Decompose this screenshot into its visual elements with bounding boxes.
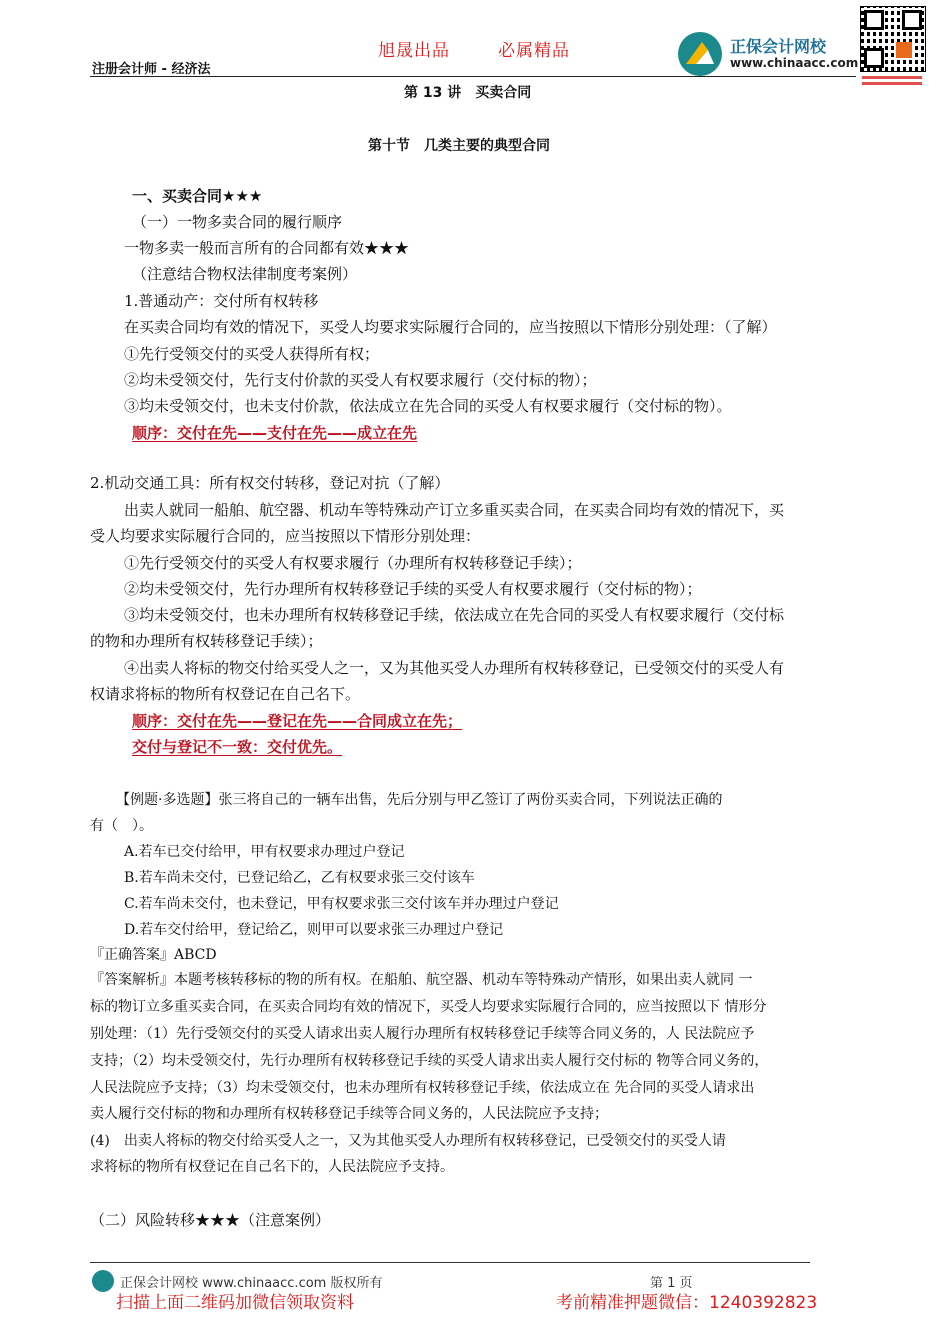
order-summary-2: 顺序：交付在先——登记在先——合同成立在先； [132,712,463,730]
paragraph: 一物多卖一般而言所有的合同都有效★★★ [124,239,410,257]
subheading-performance-order: （一）一物多卖合同的履行顺序 [132,213,343,231]
explanation-line: (4) 出卖人将标的物交付给买受人之一，又为其他买受人办理所有权转移登记，已受领交付的买受人请 [90,1133,726,1149]
option-d: D.若车交付给甲，登记给乙，则甲可以要求张三办理过户登记 [124,922,504,938]
paragraph: 出卖人就同一船舶、航空器、机动车等特殊动产订立多重买卖合同，在买卖合同均有效的情况下，买 [124,501,785,519]
paragraph: 受人均要求实际履行合同的，应当按照以下情形分别处理： [90,527,481,545]
explanation-line: 卖人履行交付标的物和办理所有权转移登记手续等合同义务的，人民法院应予支持； [90,1106,608,1122]
paragraph: 的物和办理所有权转移登记手续）； [90,632,323,650]
paragraph: ②均未受领交付，先行支付价款的买受人有权要求履行（交付标的物）； [124,371,597,389]
logo-url: www.chinaacc.com [730,56,859,70]
example-question-cont: 有（ ）。 [90,818,153,834]
paragraph: （注意结合物权法律制度考案例） [132,265,358,283]
explanation-line: 『答案解析』本题考核转移标的物的所有权。在船舶、航空器、机动车等特殊动产情形，如果出卖人就同 一 [90,972,753,988]
slogan-1: 旭晟出品 [378,41,450,61]
paragraph: ①先行受领交付的买受人获得所有权； [124,345,380,363]
explanation-line: 人民法院应予支持；（3）均未受领交付，也未办理所有权转移登记手续，依法成立在 先合同的买受人请求出 [90,1080,755,1096]
promo-left: 扫描上面二维码加微信领取资料 [116,1293,354,1313]
footer-logo-icon [92,1270,114,1292]
logo-text: 正保会计网校 [730,37,827,56]
section-title: 第十节 几类主要的典型合同 [368,138,550,154]
footer-rule [90,1262,810,1263]
paragraph: ③均未受领交付，也未办理所有权转移登记手续，依法成立在先合同的买受人有权要求履行（交付标 [124,606,785,624]
lecture-title: 第 13 讲 买卖合同 [404,85,532,101]
subheading-risk-transfer: （二）风险转移★★★（注意案例） [90,1211,331,1229]
logo-emblem-icon [678,32,722,76]
promo-right: 考前精准押题微信：1240392823 [556,1293,818,1313]
paragraph: 在买卖合同均有效的情况下，买受人均要求实际履行合同的，应当按照以下情形分别处理：（了解） [124,318,777,336]
explanation-line: 标的物订立多重买卖合同，在买卖合同均有效的情况下，买受人均要求实际履行合同的，应当按照以下 情形分 [90,999,767,1015]
paragraph: 权请求将标的物所有权登记在自己名下。 [90,685,361,703]
explanation-line: 支持；（2）均未受领交付，先行办理所有权转移登记手续的买受人请求出卖人履行交付标的 物等合同义务的， [90,1053,769,1069]
paragraph: ④出卖人将标的物交付给买受人之一，又为其他买受人办理所有权转移登记，已受领交付的买受人有 [124,659,785,677]
paragraph: ②均未受领交付，先行办理所有权转移登记手续的买受人有权要求履行（交付标的物）； [124,580,702,598]
explanation-line: 求将标的物所有权登记在自己名下的，人民法院应予支持。 [90,1159,454,1175]
footer-copyright: 正保会计网校 www.chinaacc.com 版权所有 [120,1276,383,1291]
option-b: B.若车尚未交付，已登记给乙，乙有权要求张三交付该车 [124,870,475,886]
explanation-line: 别处理：（1）先行受领交付的买受人请求出卖人履行办理所有权转移登记手续等合同义务的，人 民法院应予 [90,1026,755,1042]
correct-answer: 『正确答案』ABCD [90,947,217,963]
qr-code[interactable] [860,6,924,92]
order-summary-3: 交付与登记不一致：交付优先。 [132,738,343,756]
paragraph: 2.机动交通工具：所有权交付转移，登记对抗（了解） [90,474,450,492]
paragraph: ③均未受领交付，也未支付价款，依法成立在先合同的买受人有权要求履行（交付标的物）。 [124,397,732,415]
option-c: C.若车尚未交付，也未登记，甲有权要求张三交付该车并办理过户登记 [124,896,559,912]
example-question: 【例题·多选题】张三将自己的一辆车出售，先后分别与甲乙签订了两份买卖合同，下列说法正确的 [116,792,723,808]
brand-logo [678,28,858,78]
order-summary-1: 顺序：交付在先——支付在先——成立在先 [132,424,418,442]
header-rule [90,76,856,77]
option-a: A.若车已交付给甲，甲有权要求办理过户登记 [124,844,405,860]
page-number: 第 1 页 [650,1276,693,1291]
heading-sales-contract: 一、买卖合同★★★ [132,187,263,205]
slogan-2: 必属精品 [498,41,570,61]
course-name: 注册会计师 - 经济法 [92,62,211,77]
paragraph: ①先行受领交付的买受人有权要求履行（办理所有权转移登记手续）； [124,554,582,572]
paragraph: 1.普通动产：交付所有权转移 [124,292,319,310]
